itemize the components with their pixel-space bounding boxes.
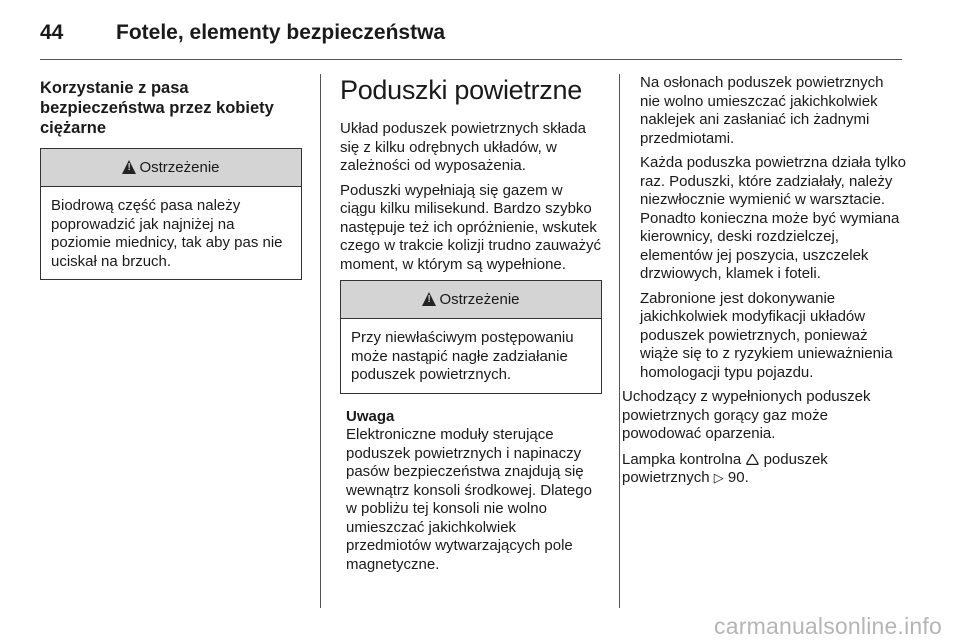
page-header [40, 18, 445, 48]
warning-title: Ostrzeżenie [139, 159, 220, 176]
warning-box [40, 148, 302, 280]
header-divider [40, 59, 902, 60]
column-3 [622, 74, 906, 494]
col3-paragraph-5 [622, 450, 906, 488]
warning-box [340, 280, 602, 394]
column-2 [340, 74, 602, 574]
note-block [346, 408, 602, 575]
warning-header [41, 149, 301, 187]
warning-triangle-icon [122, 160, 136, 174]
column-1 [40, 74, 302, 294]
warning-text: Biodrową część pasa należy poprowadzić jak najniżej na poziomie miednicy, tak aby pas nie uciskał na brzuch. [51, 197, 283, 270]
airbag-text: poduszek powietrznych [622, 450, 828, 486]
note-title: Uwaga [346, 407, 395, 425]
warning-text: Przy niewłaściwym postępowaniu może nastąpić nagłe zadziałanie poduszek powietrznych. [351, 329, 574, 383]
airbags-paragraph-1: Układ poduszek powietrznych składa się z kilku odrębnych układów, w zależności od wyposażenia. [340, 120, 586, 174]
col3-paragraph-3: Zabronione jest dokonywanie jakichkolwiek modyfikacji układów poduszek powietrznych, ponieważ wiąże się to z ryzykiem unieważnienia homologacji typu pojazdu. [640, 289, 893, 381]
warning-lamp-text: Lampka kontrolna [622, 450, 742, 468]
page-reference[interactable]: 90. [727, 469, 749, 486]
watermark: carmanualsonline.info [714, 613, 942, 639]
col3-paragraph-1: Na osłonach poduszek powietrznych nie wolno umieszczać jakichkolwiek naklejek ani zasłaniać ich żadnymi przedmiotami. [640, 74, 884, 147]
airbag-warning-icon: 🛆 [745, 450, 760, 467]
pregnant-seatbelt-heading: Korzystanie z pasa bezpieczeństwa przez kobiety ciężarne [40, 79, 274, 137]
airbags-paragraph-2: Poduszki wypełniają się gazem w ciągu kilku milisekund. Bardzo szybko następuje też ich opróżnienie, wskutek czego w trakcie kolizji trudno zauważyć moment, w którym są wypełnione. [340, 181, 601, 273]
airbags-heading: Poduszki powietrzne [340, 75, 582, 105]
warning-triangle-icon [422, 292, 436, 306]
col3-paragraph-2: Każda poduszka powietrzna działa tylko raz. Poduszki, które zadziałały, należy niezwłocznie wymienić w warsztacie. Ponadto konieczna może być wymiana kierownicy, deski rozdzielczej, elementów jej poszycia, uszczelek drzwiowych, klamek i foteli. [640, 154, 906, 282]
page-number: 44 [40, 21, 64, 44]
page-reference-icon: ▷ [713, 470, 724, 485]
warning-title: Ostrzeżenie [439, 291, 520, 308]
column-divider-1 [320, 74, 321, 608]
col3-paragraph-4: Uchodzący z wypełnionych poduszek powietrznych gorący gaz może powodować oparzenia. [622, 388, 871, 442]
warning-header [341, 281, 601, 319]
chapter-title: Fotele, elementy bezpieczeństwa [116, 21, 446, 44]
column-divider-2 [619, 74, 620, 608]
note-text: Elektroniczne moduły sterujące poduszek powietrznych i napinaczy pasów bezpieczeństwa znajdują się wewnątrz konsoli środkowej. Dlatego w pobliżu tej konsoli nie wolno umieszczać jakichkolwiek przedmiotów wytwarzających pole magnetyczne. [346, 426, 592, 573]
